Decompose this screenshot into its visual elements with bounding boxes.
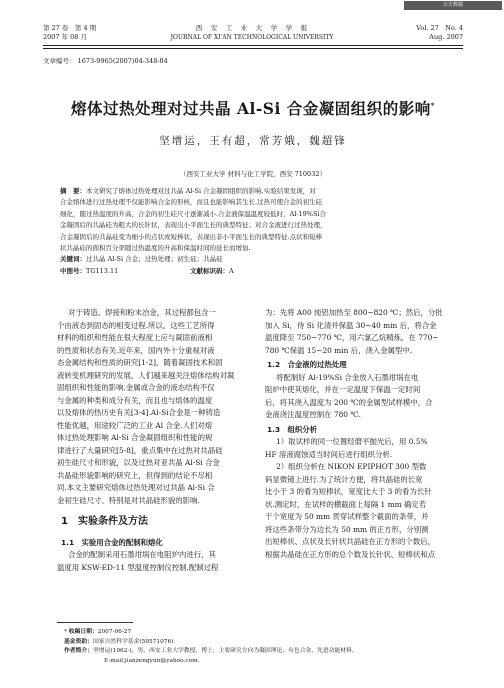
body-line: HF 溶液腐蚀适当时间后进行组织分析. xyxy=(265,449,393,459)
body-line: 以及熔体的热历史有关[3-4].Al-Si合金是一种铸造 xyxy=(57,408,221,417)
intro-paragraph xyxy=(57,307,253,507)
author-bio-label: 作者简介： xyxy=(64,648,93,654)
received-label: 收稿日期： xyxy=(68,629,98,635)
body-line: 温度用 KSW-ED-11 型温度控制仪控制.配制过程 xyxy=(57,562,219,572)
received-value: 2007-06-27 xyxy=(97,629,132,635)
title-footnote-mark: * xyxy=(430,100,435,110)
body-line: 将这些条带分为边长为 50 mm 的正方形，分别测 xyxy=(265,524,429,534)
body-line: 比小于 3 的看为短棒状，宽度比大于 3 的看为长针 xyxy=(265,487,432,496)
author-email: E-mail:jianzengyun@yahoo.com. xyxy=(104,657,200,664)
body-line: 固组织和性能的影响.金属或合金的液态结构不仅 xyxy=(57,383,215,392)
body-line: 同.本文主要研究熔体过热处理对过共晶 Al-Si 合 xyxy=(57,483,215,492)
abstract xyxy=(60,186,448,277)
author-bio xyxy=(64,647,464,657)
body-line: 加入 Si，待 Si 化清并保温 30~40 min 后，将合金 xyxy=(265,320,437,330)
paper-title-text: 熔体过热处理对过共晶 Al-Si 合金凝固组织的影响 xyxy=(71,99,431,118)
keywords-text: 过共晶 Al-Si 合金；过热处理；初生硅；共晶硅 xyxy=(86,255,223,264)
abstract-line: 金凝固后的共晶硅为粗大的长针状，表现出小平面生长的典型特征；对合金液进行过热处理， xyxy=(60,221,327,230)
subsection-heading: 1.3 组织分析 xyxy=(267,424,318,434)
body-line: 干个宽度为 50 mm 贯穿试样整个截面的条带，并 xyxy=(265,512,429,521)
body-line: 金初生硅尺寸、特别是对共晶硅形貌的影响. xyxy=(57,495,200,505)
author-bio-text: 坚增运(1962-)，男，西安工业大学教授，博士，主要研究方向为凝固理论、有色合金、先进功能材料. xyxy=(93,648,354,654)
subsection-heading: 1.1 实验用合金的配制和熔化 xyxy=(61,537,163,547)
document-code xyxy=(190,266,234,277)
footnote-rule xyxy=(57,622,133,623)
header-rule-top xyxy=(43,45,463,46)
body-line: 出短棒状、点状及长针状共晶硅在正方形的个数后， xyxy=(265,537,435,546)
paper-title xyxy=(43,97,463,119)
affiliation: （西安工业大学 材料与化工学院，西安 710032） xyxy=(180,170,326,178)
fund-label: 基金资助： xyxy=(64,638,93,645)
body-line: 个由液态到固态的相变过程.所以，这些工艺所得 xyxy=(57,320,215,330)
keywords xyxy=(60,254,448,265)
body-line: 780 ℃保温 15~20 min 后，浇入金属型中. xyxy=(265,345,413,355)
abstract-line: 合金凝固后的共晶硅变为细小的点状或短棒状，表现出非小平面生长的典型特征.点状和短棒 xyxy=(60,232,323,241)
issue-date-en: Aug. 2007 xyxy=(429,33,463,41)
body-line: 2）组织分析在 NIKON EPIPHOT 300 型数 xyxy=(276,462,427,471)
body-line: 合金的配制采用石墨坩埚在电阻炉内进行，其 xyxy=(68,550,216,559)
journal-name xyxy=(140,24,364,42)
body-line: 金液浇注温度控制在 780 ℃. xyxy=(265,410,361,419)
issue-date: 2007 年 08 月 xyxy=(43,33,88,41)
footnote-star: * xyxy=(64,629,67,635)
volume-issue-en: Vol. 27 No. 4 xyxy=(416,24,463,32)
abstract-line: 摘 要：本文研究了熔体过热处理对过共晶 Al-Si 合金凝固组织的影响.实验结果发现，对 xyxy=(60,187,316,195)
volume-issue: 第 27 卷 第 4 期 xyxy=(43,24,97,32)
abstract-line: 状共晶硅的面积百分率随过热温度的升高和保温时间的延长而增加. xyxy=(60,244,251,253)
body-line: 阻炉中使其熔化，并在一定温度下保温一定时间 xyxy=(265,385,421,394)
body-line: 的性质和状态有关.近年来，国内外十分重视对液 xyxy=(57,345,215,355)
section-heading: 1 实验条件及方法 xyxy=(61,516,148,527)
abstract-label: 摘 要： xyxy=(60,187,86,195)
body-line: 材料的组织和性能在很大程度上应与凝固前液相 xyxy=(57,333,213,342)
body-line: 码显微镜上进行.为了统计方便，将共晶硅的长宽 xyxy=(265,474,423,484)
keywords-label: 关键词： xyxy=(60,255,86,264)
body-line: 初生硅尺寸和形貌，以及过热对亚共晶 Al-Si 合金 xyxy=(57,458,220,467)
volume-info-en xyxy=(416,24,463,42)
footnotes xyxy=(64,628,464,666)
article-number: 文章编号： 1673-9965(2007)04-348-04 xyxy=(43,57,168,65)
abstract-line: 合金熔体进行过热处理不仅能影响合金的形核，而且也能影响其生长.过热可使合金的初生硅 xyxy=(60,198,323,207)
body-line: 1）取试样的同一位置经磨平抛光后，用 0.5% xyxy=(276,437,428,446)
issue-info xyxy=(43,24,96,42)
received-date xyxy=(64,628,464,638)
subsection-heading: 1.2 合金液的过热处理 xyxy=(267,360,347,369)
body-line: 温度降至 750~770 ℃，用六氯乙烷精炼，在 770~ xyxy=(265,333,439,342)
clc-label: 中图号： xyxy=(60,266,86,275)
journal-name-cn: 西 安 工 业 大 学 学 报 xyxy=(195,24,309,32)
document-code-label: 文献标识码： xyxy=(190,266,229,275)
body-line: 状.测定时，在试样的横截面上每隔 1 mm 确定若 xyxy=(265,499,427,509)
body-line: 对于铸造、焊接和粉末冶金，其过程都包含一 xyxy=(68,308,216,317)
body-line: 为：先将 A00 纯铝加热至 800~820 ℃；然后，分批 xyxy=(265,308,443,317)
fund-value: 国家自然科学基金(50571076) xyxy=(93,638,174,645)
body-line: 性能优越，用途较广泛的工业 Al 合金.人们对熔 xyxy=(57,420,213,430)
journal-name-en: JOURNAL OF XI'AN TECHNOLOGICAL UNIVERSITY xyxy=(170,34,334,41)
body-line: 态金属结构和性质的研究[1-2]，随着凝固技术和固 xyxy=(57,358,223,367)
document-code-value: A xyxy=(229,266,234,275)
body-line: 共晶硅形貌影响的研究上，但得到的结论不尽相 xyxy=(57,470,213,480)
fund-info xyxy=(64,638,464,648)
left-column xyxy=(57,307,253,574)
body-line: 液转变机理研究的发展，人们越来越关注熔体结构对凝 xyxy=(57,370,235,380)
watermark: 万方数据 http://www.wanfangdata.com.cn xyxy=(404,1,502,10)
body-line: 与金属的种类和成分有关，而且也与熔体的温度 xyxy=(57,395,213,405)
body-line: 律进行了大量研究[5-8]，重点集中在过热对共晶硅 xyxy=(57,445,223,455)
body-line: 将配制好 Al-19%Si 合金放入石墨坩埚在电 xyxy=(276,372,419,382)
body-line: 根据共晶硅在正方形的总个数及长针状、短棒状和点 xyxy=(265,549,435,559)
classification-row xyxy=(60,266,448,277)
body-line: 后，将其浇入温度为 200 ℃的金属型试样模中，合 xyxy=(265,397,433,407)
abstract-line: 细化，随过热温度的升高，合金的初生硅尺寸逐渐减小.合金液保温温度较低时，Al-19%Si合 xyxy=(60,209,327,218)
right-column xyxy=(265,307,463,561)
authors: 坚增运，王有超，常芳娥，魏超锋 xyxy=(159,135,347,147)
clc-value: TG113.11 xyxy=(86,266,119,275)
header-rule-bottom xyxy=(43,48,463,49)
body-line: 体过热处理影响 Al-Si 合金凝固组织和性能的规 xyxy=(57,433,213,442)
